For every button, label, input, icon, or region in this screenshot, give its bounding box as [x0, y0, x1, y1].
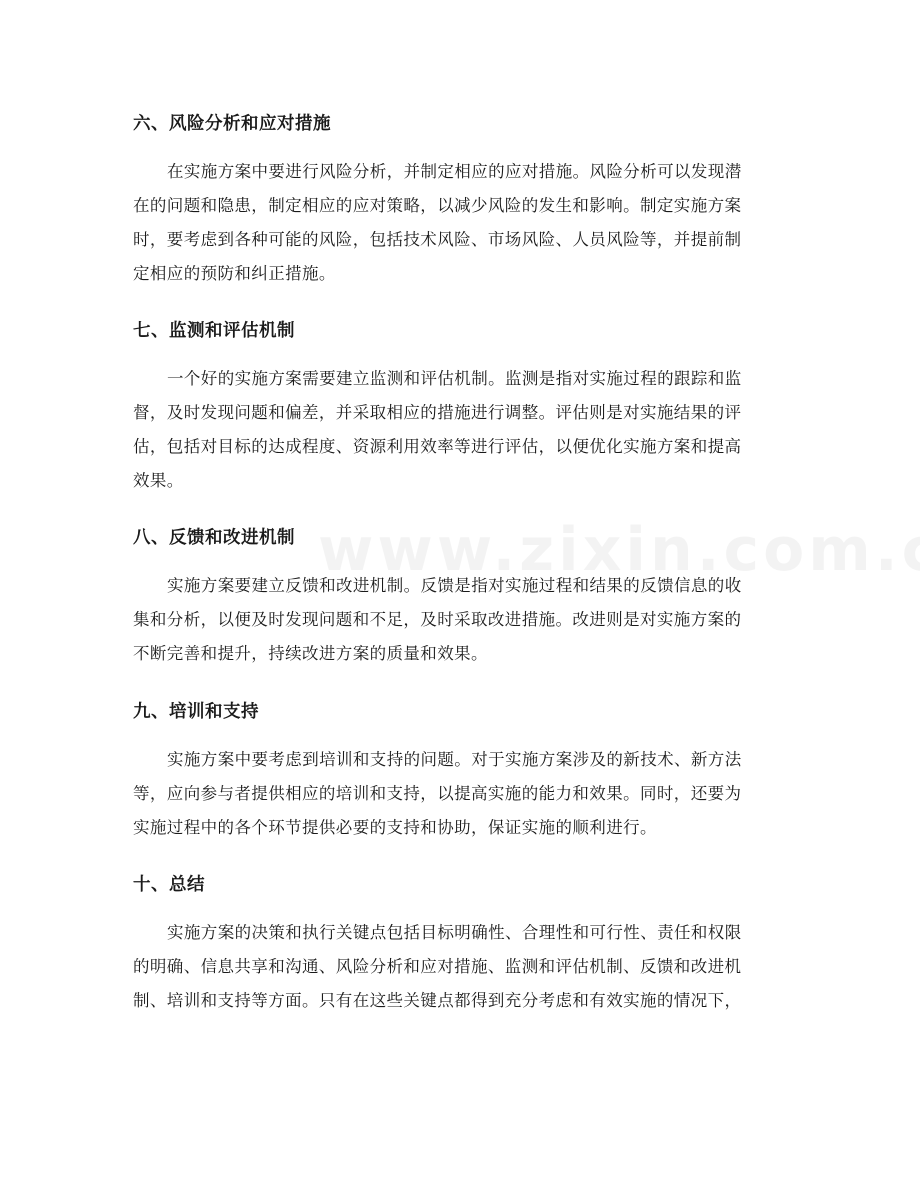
- section-risk-analysis: [133, 112, 793, 283]
- section-paragraph: [133, 743, 793, 845]
- paragraph-line: 的明确、信息共享和沟通、风险分析和应对措施、监测和评估机制、反馈和改进机: [133, 957, 742, 976]
- section-heading: 七、监测和评估机制: [133, 321, 295, 341]
- paragraph-line: 估，包括对目标的达成程度、资源利用效率等进行评估，以便优化实施方案和提高: [133, 437, 742, 456]
- section-paragraph: [133, 155, 793, 291]
- paragraph-line: 在的问题和隐患，制定相应的应对策略，以减少风险的发生和影响。制定实施方案: [133, 196, 742, 215]
- section-paragraph: [133, 569, 793, 671]
- paragraph-line: 实施方案中要考虑到培训和支持的问题。对于实施方案涉及的新技术、新方法: [167, 750, 742, 769]
- section-heading: 六、风险分析和应对措施: [133, 114, 331, 134]
- section-feedback-improvement: [133, 526, 793, 663]
- paragraph-line: 制、培训和支持等方面。只有在这些关键点都得到充分考虑和有效实施的情况下，: [133, 991, 742, 1010]
- paragraph-line: 一个好的实施方案需要建立监测和评估机制。监测是指对实施过程的跟踪和监: [167, 369, 742, 388]
- paragraph-line: 效果。: [133, 471, 184, 490]
- paragraph-line: 实施方案要建立反馈和改进机制。反馈是指对实施过程和结果的反馈信息的收: [167, 576, 742, 595]
- section-monitoring-evaluation: [133, 319, 793, 490]
- paragraph-line: 在实施方案中要进行风险分析，并制定相应的应对措施。风险分析可以发现潜: [167, 162, 742, 181]
- paragraph-line: 等，应向参与者提供相应的培训和支持，以提高实施的能力和效果。同时，还要为: [133, 784, 742, 803]
- section-summary: [133, 873, 793, 1010]
- paragraph-line: 督，及时发现问题和偏差，并采取相应的措施进行调整。评估则是对实施结果的评: [133, 403, 742, 422]
- section-paragraph: [133, 916, 793, 1018]
- section-heading: 十、总结: [133, 875, 205, 895]
- section-paragraph: [133, 362, 793, 498]
- section-training-support: [133, 700, 793, 837]
- paragraph-line: 定相应的预防和纠正措施。: [133, 264, 336, 283]
- section-heading: 九、培训和支持: [133, 702, 259, 722]
- paragraph-line: 不断完善和提升，持续改进方案的质量和效果。: [133, 644, 488, 663]
- paragraph-line: 实施方案的决策和执行关键点包括目标明确性、合理性和可行性、责任和权限: [167, 923, 742, 942]
- paragraph-line: 实施过程中的各个环节提供必要的支持和协助，保证实施的顺利进行。: [133, 818, 657, 837]
- paragraph-line: 集和分析，以便及时发现问题和不足，及时采取改进措施。改进则是对实施方案的: [133, 610, 742, 629]
- paragraph-line: 时，要考虑到各种可能的风险，包括技术风险、市场风险、人员风险等，并提前制: [133, 230, 742, 249]
- section-heading: 八、反馈和改进机制: [133, 528, 295, 548]
